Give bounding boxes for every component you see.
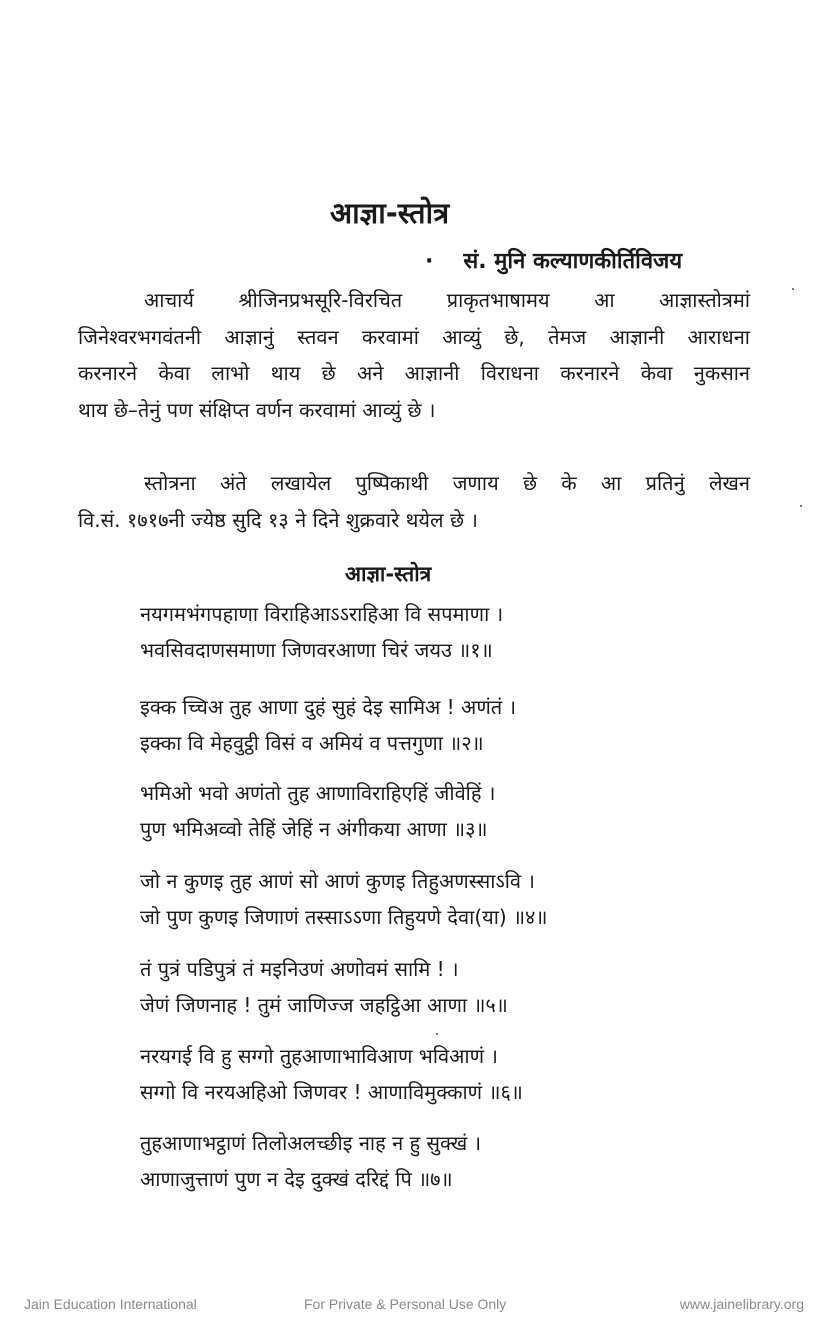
author-bullet: · <box>425 249 434 274</box>
footer-website: www.jainelibrary.org <box>679 1296 804 1312</box>
verse-4 <box>140 863 547 935</box>
paragraph-line: वि.सं. १७१७नी ज्येष्ठ सुदि १३ ने दिने शुक्रवारे थयेल छे । <box>78 507 478 532</box>
verse-line: तं पुत्रं पडिपुत्रं तं मइनिउणं अणोवमं सामि ! । <box>140 957 459 981</box>
footer-publisher: Jain Education International <box>24 1296 197 1312</box>
intro-paragraph-1 <box>78 282 750 428</box>
paragraph-line: थाय छे–तेनुं पण संक्षिप्त वर्णन करवामां आव्युं छे । <box>78 397 436 422</box>
paragraph-line: करनारने केवा लाभो थाय छे अने आज्ञानी विराधना करनारने केवा नुकसान <box>78 361 750 385</box>
paragraph-line: आचार्य श्रीजिनप्रभसूरि-विरचित प्राकृतभाषामय आ आज्ञास्तोत्रमां <box>144 288 750 312</box>
verse-3 <box>140 775 495 847</box>
paragraph-line: स्तोत्रना अंते लखायेल पुष्पिकाथी जणाय छे के आ प्रतिनुं लेखन <box>144 471 750 495</box>
scan-speck <box>436 1033 438 1035</box>
scan-speck <box>800 505 802 507</box>
page-title: आज्ञा-स्तोत्र <box>330 196 450 230</box>
verse-line: इक्क च्चिअ तुह आणा दुहं सुहं देइ सामिअ ! अणंतं । <box>140 695 517 719</box>
verse-5 <box>140 951 508 1023</box>
verse-2 <box>140 689 516 761</box>
verse-line: भवसिवदाणसमाणा जिणवरआणा चिरं जयउ ॥१॥ <box>140 638 493 662</box>
author-name: सं. मुनि कल्याणकीर्तिविजय <box>463 249 683 274</box>
verse-line: भमिओ भवो अणंतो तुह आणाविराहिएहिं जीवेहिं । <box>140 781 496 805</box>
paragraph-line: जिनेश्वरभगवंतनी आज्ञानुं स्तवन करवामां आव्युं छे, तेमज आज्ञानी आराधना <box>78 324 750 349</box>
verse-line: जो पुण कुणइ जिणाणं तस्साऽऽणा तिहुयणे देवा(या) ॥४॥ <box>140 905 548 929</box>
verse-line: आणाजुत्ताणं पुण न देइ दुक्खं दरिद्दं पि ॥७॥ <box>140 1167 453 1191</box>
section-subtitle: आज्ञा-स्तोत्र <box>345 562 432 586</box>
verse-line: पुण भमिअव्वो तेहिं जेहिं न अंगीकया आणा ॥३॥ <box>140 817 488 841</box>
verse-1 <box>140 596 503 668</box>
verse-line: जो न कुणइ तुह आणं सो आणं कुणइ तिहुअणस्साऽवि । <box>140 869 535 893</box>
footer-usage-note: For Private & Personal Use Only <box>304 1296 507 1312</box>
verse-7 <box>140 1125 481 1197</box>
verse-line: तुहआणाभट्ठाणं तिलोअलच्छीइ नाह न हु सुक्खं । <box>140 1131 482 1155</box>
verse-6 <box>140 1038 523 1110</box>
verse-line: इक्का वि मेहवुट्ठी विसं व अमियं व पत्तगुणा ॥२॥ <box>140 731 484 755</box>
scan-speck <box>792 288 794 290</box>
verse-line: सग्गो वि नरयअहिओ जिणवर ! आणाविमुक्काणं ॥६॥ <box>140 1080 523 1104</box>
verse-line: जेणं जिणनाह ! तुमं जाणिज्ज जहट्ठिआ आणा ॥५॥ <box>140 993 508 1017</box>
verse-line: नरयगई वि हु सग्गो तुहआणाभाविआण भविआणं । <box>140 1044 498 1068</box>
author-line <box>425 245 682 275</box>
verse-line: नयगमभंगपहाणा विराहिआऽऽराहिआ वि सपमाणा । <box>140 602 504 626</box>
intro-paragraph-2 <box>78 465 750 538</box>
